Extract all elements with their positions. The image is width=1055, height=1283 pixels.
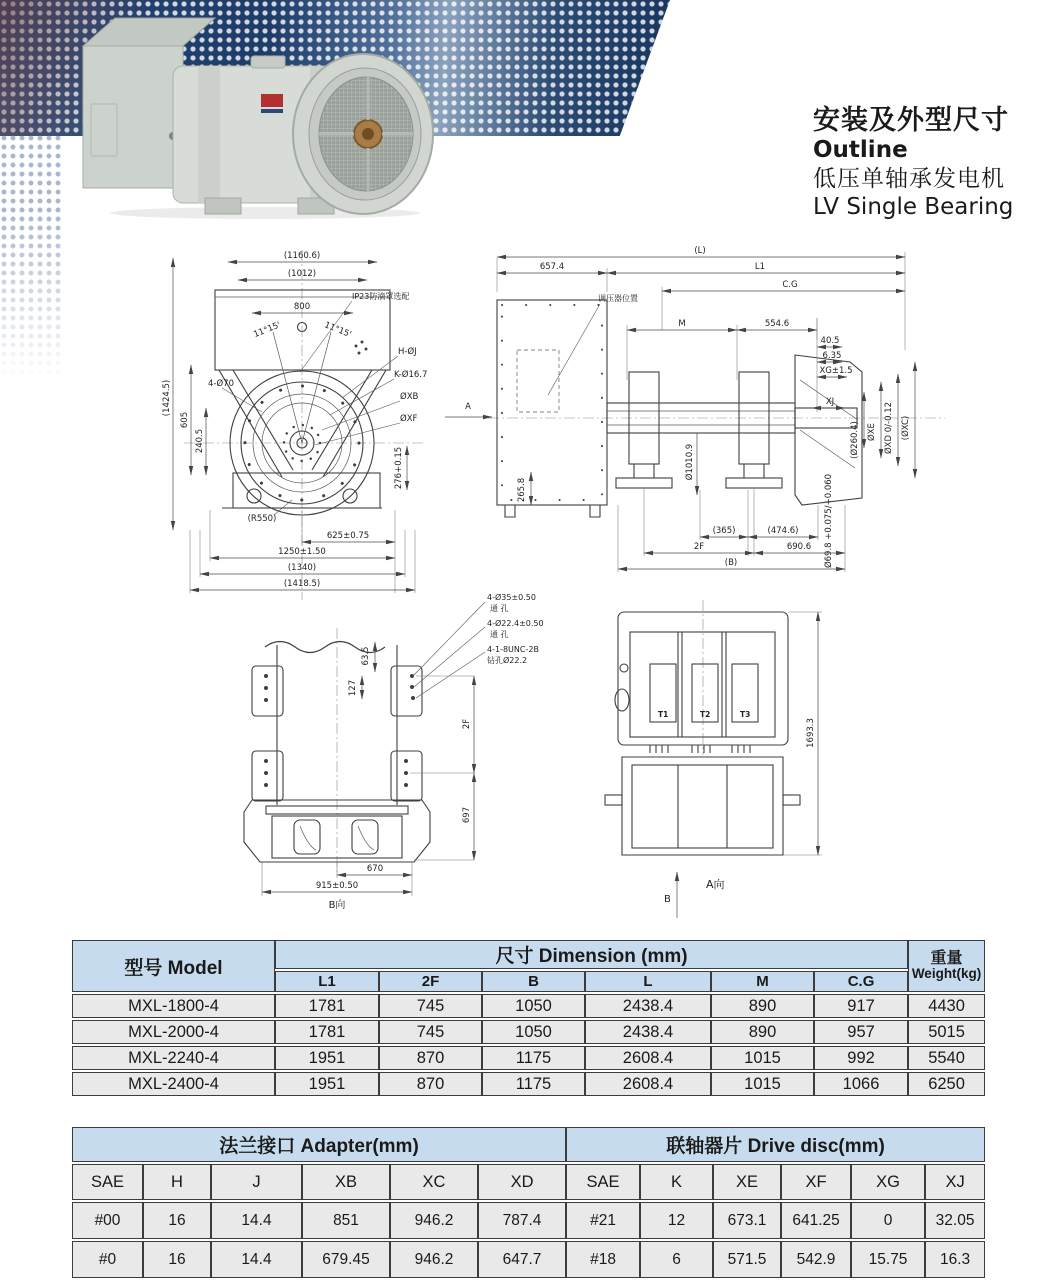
col-xj: XJ <box>925 1164 985 1200</box>
label-k167: K-Ø16.7 <box>394 370 428 380</box>
dim-b-697: 697 <box>462 806 472 824</box>
dim-side-xd: ØXD 0/-0.12 <box>884 401 894 455</box>
dim-side-2658: 265.8 <box>517 477 527 503</box>
value-cell: 957 <box>814 1020 908 1044</box>
dim-side-2f: 2F <box>693 542 705 552</box>
value-cell: 2608.4 <box>585 1072 711 1096</box>
value-cell: 890 <box>711 994 814 1018</box>
model-cell: MXL-1800-4 <box>72 994 275 1018</box>
col-l: L <box>585 971 711 992</box>
group-header-adapter: 法兰接口 Adapter(mm) <box>72 1127 566 1162</box>
label-oxb: ØXB <box>400 392 419 402</box>
terminal-blocks <box>650 664 758 722</box>
dim-angle-left: 11°15' <box>252 320 283 341</box>
value-cell: 6 <box>640 1241 713 1278</box>
note-hole3-spec: 4-1-8UNC-2B <box>487 645 539 654</box>
col-cg: C.G <box>814 971 908 992</box>
value-cell: 5015 <box>908 1020 985 1044</box>
value-cell: 1050 <box>482 1020 585 1044</box>
value-cell: 1951 <box>275 1072 379 1096</box>
adapter-drive-disc-table <box>72 1125 985 1280</box>
group-header-drive-disc: 联轴器片 Drive disc(mm) <box>566 1127 985 1162</box>
dim-side-L: (L) <box>694 246 706 256</box>
value-cell: 1781 <box>275 994 379 1018</box>
dim-side-B: (B) <box>724 558 738 568</box>
rotor-spider-left <box>616 372 672 488</box>
value-cell: 16.3 <box>925 1241 985 1278</box>
value-cell: 571.5 <box>713 1241 781 1278</box>
b-view-label: B向 <box>328 900 346 911</box>
label-oxf: ØXF <box>400 414 418 424</box>
dim-side-M: M <box>678 319 686 329</box>
value-cell: 992 <box>814 1046 908 1070</box>
label-hoj: H-ØJ <box>398 347 417 357</box>
dim-side-657: 657.4 <box>539 262 565 272</box>
col-2f: 2F <box>379 971 482 992</box>
model-cell: MXL-2400-4 <box>72 1072 275 1096</box>
value-cell: 851 <box>302 1202 390 1239</box>
dim-side-635: 6.35 <box>822 351 842 361</box>
dim-side-698: Ø69.8 +0.075/+0.060 <box>824 473 834 569</box>
note-regulator: 调压器位置 <box>598 294 638 303</box>
value-cell: 946.2 <box>390 1202 478 1239</box>
table-row <box>72 1072 985 1096</box>
col-l1: L1 <box>275 971 379 992</box>
value-cell: 32.05 <box>925 1202 985 1239</box>
note-hole2-spec: 4-Ø22.4±0.50 <box>487 619 544 628</box>
value-cell: 15.75 <box>851 1241 925 1278</box>
value-cell: 16 <box>143 1202 211 1239</box>
a-view-label: A向 <box>706 878 725 891</box>
value-cell: 16 <box>143 1241 211 1278</box>
dim-front-605: 605 <box>180 411 190 429</box>
note-hole1-spec: 4-Ø35±0.50 <box>487 593 536 602</box>
col-xf: XF <box>781 1164 851 1200</box>
section-a-label: A <box>465 402 471 412</box>
b-direction-arrow-label: B <box>664 894 671 905</box>
value-cell: 1050 <box>482 994 585 1018</box>
dim-side-xc: (ØXC) <box>901 415 911 441</box>
value-cell: 870 <box>379 1072 482 1096</box>
dim-side-554: 554.6 <box>764 319 790 329</box>
side-view <box>445 246 945 572</box>
value-cell: 14.4 <box>211 1202 302 1239</box>
col-m: M <box>711 971 814 992</box>
value-cell: 946.2 <box>390 1241 478 1278</box>
table-row <box>72 994 985 1018</box>
weight-label-cn: 重量 <box>930 949 963 967</box>
page-title-cn: 安装及外型尺寸 <box>813 105 1009 136</box>
bolt-dot-cluster <box>355 341 368 355</box>
value-cell: 745 <box>379 994 482 1018</box>
value-cell: 2608.4 <box>585 1046 711 1070</box>
dim-front-overall-width: (1160.6) <box>283 251 321 261</box>
dim-b-127: 127 <box>348 679 358 697</box>
dim-front-800: 800 <box>293 302 311 312</box>
note-hole1-type: 通 孔 <box>490 604 509 613</box>
technical-drawings <box>0 240 1055 935</box>
cable-glands <box>650 745 750 753</box>
col-header-model: 型号 Model <box>72 940 275 992</box>
dimension-table <box>72 938 985 1098</box>
dim-b-635: 63.5 <box>361 646 371 666</box>
dim-side-2604: (Ø260.4) <box>850 421 860 459</box>
dim-front-1340: (1340) <box>287 563 317 573</box>
dim-b-915: 915±0.50 <box>315 881 359 891</box>
a-view <box>605 600 822 918</box>
note-hole2-type: 通 孔 <box>490 630 509 639</box>
terminal-t3: T3 <box>740 710 751 719</box>
value-cell: 5540 <box>908 1046 985 1070</box>
col-xb: XB <box>302 1164 390 1200</box>
terminal-t1: T1 <box>658 710 669 719</box>
col-xg: XG <box>851 1164 925 1200</box>
dim-b-670: 670 <box>366 864 384 874</box>
model-cell: MXL-2000-4 <box>72 1020 275 1044</box>
value-cell: 673.1 <box>713 1202 781 1239</box>
value-cell: #00 <box>72 1202 143 1239</box>
dim-side-xe: ØXE <box>867 423 877 441</box>
dim-front-1250: 1250±1.50 <box>278 547 326 557</box>
value-cell: 1015 <box>711 1046 814 1070</box>
col-sae-disc: SAE <box>566 1164 640 1200</box>
table-row <box>72 1241 985 1278</box>
dim-front-1012: (1012) <box>287 269 317 279</box>
page-subtitle-en: LV Single Bearing <box>813 193 1014 220</box>
value-cell: 679.45 <box>302 1241 390 1278</box>
value-cell: 745 <box>379 1020 482 1044</box>
value-cell: 1175 <box>482 1072 585 1096</box>
value-cell: 1781 <box>275 1020 379 1044</box>
dim-side-CG: C.G <box>782 280 798 290</box>
rotor-spider-right <box>726 372 782 488</box>
dim-side-405: 40.5 <box>820 336 840 346</box>
dim-side-690: 690.6 <box>786 542 812 552</box>
value-cell: #18 <box>566 1241 640 1278</box>
value-cell: 917 <box>814 994 908 1018</box>
value-cell: 542.9 <box>781 1241 851 1278</box>
title-block <box>813 106 1051 220</box>
value-cell: 1066 <box>814 1072 908 1096</box>
dim-b-2f: 2F <box>462 718 472 730</box>
value-cell: 1951 <box>275 1046 379 1070</box>
col-header-weight <box>908 940 985 992</box>
front-view <box>162 250 427 600</box>
dim-front-240: 240.5 <box>195 428 205 454</box>
dim-side-474: (474.6) <box>767 526 799 536</box>
dim-angle-right: 11°15' <box>322 320 353 341</box>
table-row <box>72 1046 985 1070</box>
col-h: H <box>143 1164 211 1200</box>
dim-side-L1: L1 <box>754 262 766 272</box>
label-r550: (R550) <box>247 514 277 524</box>
col-xe: XE <box>713 1164 781 1200</box>
label-4o70: 4-Ø70 <box>208 379 234 389</box>
model-cell: MXL-2240-4 <box>72 1046 275 1070</box>
value-cell: 0 <box>851 1202 925 1239</box>
dim-front-625: 625±0.75 <box>326 531 370 541</box>
value-cell: 12 <box>640 1202 713 1239</box>
col-xc: XC <box>390 1164 478 1200</box>
b-view <box>244 592 544 911</box>
value-cell: 4430 <box>908 994 985 1018</box>
col-xd: XD <box>478 1164 566 1200</box>
page-title-en: Outline <box>813 137 908 164</box>
terminal-t2: T2 <box>700 710 711 719</box>
value-cell: #0 <box>72 1241 143 1278</box>
table-row <box>72 1020 985 1044</box>
value-cell: #21 <box>566 1202 640 1239</box>
value-cell: 1175 <box>482 1046 585 1070</box>
col-j: J <box>211 1164 302 1200</box>
value-cell: 14.4 <box>211 1241 302 1278</box>
value-cell: 890 <box>711 1020 814 1044</box>
dim-front-total-height: (1424.5) <box>162 379 172 417</box>
dim-side-365: (365) <box>712 526 736 536</box>
dim-side-1010: Ø1010.9 <box>685 443 695 481</box>
generator-photo <box>55 8 435 220</box>
value-cell: 6250 <box>908 1072 985 1096</box>
dim-a-1693: 1693.3 <box>806 718 816 748</box>
dim-side-xg: XG±1.5 <box>819 366 853 376</box>
dim-front-276: 276+0.15 <box>394 446 404 490</box>
value-cell: 1015 <box>711 1072 814 1096</box>
dim-side-xj: XJ <box>825 397 835 407</box>
col-header-dimension: 尺寸 Dimension (mm) <box>275 940 908 969</box>
value-cell: 787.4 <box>478 1202 566 1239</box>
dim-front-1418: (1418.5) <box>283 579 321 589</box>
col-k: K <box>640 1164 713 1200</box>
note-ip23: IP23防滴罩选配 <box>352 292 410 301</box>
col-sae-adapter: SAE <box>72 1164 143 1200</box>
weight-label-en: Weight(kg) <box>911 966 982 982</box>
table-row <box>72 1202 985 1239</box>
note-hole3-type: 钻孔Ø22.2 <box>487 656 528 665</box>
value-cell: 2438.4 <box>585 1020 711 1044</box>
value-cell: 647.7 <box>478 1241 566 1278</box>
value-cell: 2438.4 <box>585 994 711 1018</box>
value-cell: 641.25 <box>781 1202 851 1239</box>
value-cell: 870 <box>379 1046 482 1070</box>
page-subtitle-cn: 低压单轴承发电机 <box>813 165 1005 192</box>
col-b: B <box>482 971 585 992</box>
